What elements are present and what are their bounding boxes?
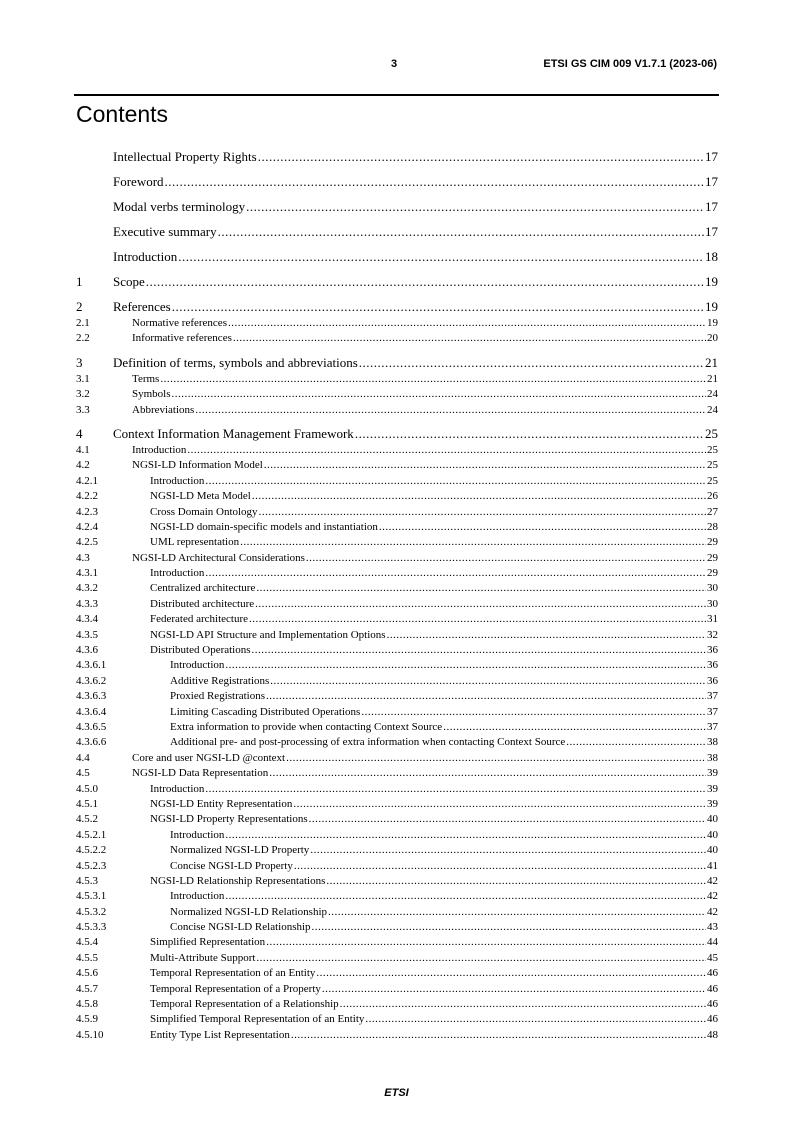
toc-entry[interactable] bbox=[76, 997, 718, 1012]
toc-leader-dots bbox=[264, 458, 706, 473]
toc-entry-page: 19 bbox=[705, 299, 718, 314]
toc-entry-number: 3.3 bbox=[76, 403, 90, 416]
toc-entry-page: 24 bbox=[707, 388, 718, 401]
toc-entry[interactable] bbox=[76, 222, 718, 247]
toc-entry[interactable] bbox=[76, 828, 718, 843]
toc-entry[interactable] bbox=[76, 566, 718, 581]
toc-leader-dots bbox=[326, 874, 706, 889]
toc-leader-dots bbox=[312, 920, 706, 935]
toc-entry-title: Extra information to provide when contacting Context Source bbox=[170, 720, 443, 733]
toc-leader-dots bbox=[218, 222, 704, 242]
toc-entry-number: 4.5.2 bbox=[76, 813, 98, 826]
toc-entry-title: NGSI-LD Property Representations bbox=[150, 813, 308, 826]
toc-leader-dots bbox=[225, 828, 706, 843]
toc-entry-title: Limiting Cascading Distributed Operations bbox=[170, 705, 361, 718]
toc-entry-page: 31 bbox=[707, 613, 718, 626]
toc-entry-number: 4.2.1 bbox=[76, 474, 98, 487]
toc-entry[interactable] bbox=[76, 387, 718, 402]
toc-leader-dots bbox=[195, 403, 706, 418]
toc-entry-page: 17 bbox=[705, 174, 718, 189]
toc-entry[interactable] bbox=[76, 443, 718, 458]
toc-entry-page: 44 bbox=[707, 936, 718, 949]
toc-leader-dots bbox=[266, 689, 706, 704]
toc-entry-number: 4.4 bbox=[76, 751, 90, 764]
toc-leader-dots bbox=[355, 424, 704, 444]
toc-entry-title: References bbox=[113, 299, 171, 314]
toc-leader-dots bbox=[309, 812, 706, 827]
header-page-number: 3 bbox=[391, 58, 398, 70]
toc-entry-title: Temporal Representation of a Relationship bbox=[150, 998, 339, 1011]
toc-entry-page: 19 bbox=[705, 274, 718, 289]
toc-entry[interactable] bbox=[76, 247, 718, 272]
toc-leader-dots bbox=[233, 331, 706, 346]
toc-leader-dots bbox=[322, 982, 706, 997]
toc-entry-page: 27 bbox=[707, 505, 718, 518]
toc-entry-number: 4.2.5 bbox=[76, 536, 98, 549]
toc-entry-title: Symbols bbox=[132, 388, 171, 401]
toc-leader-dots bbox=[270, 674, 706, 689]
toc-entry-title: NGSI-LD Data Representation bbox=[132, 767, 269, 780]
toc-entry[interactable] bbox=[76, 720, 718, 735]
toc-entry-title: Introduction bbox=[150, 567, 205, 580]
toc-entry[interactable] bbox=[76, 920, 718, 935]
toc-entry-number: 1 bbox=[76, 274, 83, 289]
toc-entry-number: 4.3.5 bbox=[76, 628, 98, 641]
toc-entry-title: Normative references bbox=[132, 317, 227, 329]
toc-leader-dots bbox=[187, 443, 706, 458]
toc-entry-page: 38 bbox=[707, 736, 718, 749]
toc-entry[interactable] bbox=[76, 172, 718, 197]
toc-leader-dots bbox=[225, 658, 706, 673]
toc-entry-number: 4.5.9 bbox=[76, 1013, 98, 1026]
toc-entry-page: 37 bbox=[707, 690, 718, 703]
toc-leader-dots bbox=[328, 905, 706, 920]
toc-entry[interactable] bbox=[76, 797, 718, 812]
toc-entry[interactable] bbox=[76, 689, 718, 704]
toc-leader-dots bbox=[146, 272, 704, 292]
toc-entry-page: 39 bbox=[707, 782, 718, 795]
toc-entry-title: Modal verbs terminology bbox=[113, 199, 246, 214]
toc-entry-title: Introduction bbox=[170, 890, 225, 903]
toc-entry[interactable] bbox=[76, 520, 718, 535]
toc-leader-dots bbox=[340, 997, 706, 1012]
toc-entry[interactable] bbox=[76, 859, 718, 874]
toc-entry[interactable] bbox=[76, 1012, 718, 1027]
toc-entry[interactable] bbox=[76, 612, 718, 627]
toc-leader-dots bbox=[293, 797, 706, 812]
toc-entry-title: Entity Type List Representation bbox=[150, 1028, 290, 1041]
toc-leader-dots bbox=[359, 353, 704, 373]
toc-leader-dots bbox=[172, 297, 704, 317]
toc-leader-dots bbox=[316, 966, 706, 981]
toc-entry[interactable] bbox=[76, 505, 718, 520]
toc-entry-page: 21 bbox=[707, 372, 718, 385]
toc-entry-title: Foreword bbox=[113, 174, 164, 189]
toc-entry-title: Simplified Representation bbox=[150, 936, 266, 949]
toc-entry-number: 4 bbox=[76, 425, 83, 441]
toc-entry-number: 4.3.6.6 bbox=[76, 736, 107, 749]
toc-entry-title: Centralized architecture bbox=[150, 582, 256, 595]
toc-entry[interactable] bbox=[76, 147, 718, 172]
toc-entry[interactable] bbox=[76, 966, 718, 981]
toc-entry-title: Distributed architecture bbox=[150, 597, 255, 610]
toc-entry-title: Multi-Attribute Support bbox=[150, 951, 256, 964]
toc-entry-title: Normalized NGSI-LD Property bbox=[170, 844, 310, 857]
toc-entry-page: 30 bbox=[707, 597, 718, 610]
toc-leader-dots bbox=[259, 505, 706, 520]
toc-entry-page: 25 bbox=[705, 425, 718, 441]
toc-leader-dots bbox=[256, 951, 706, 966]
toc-entry-page: 39 bbox=[707, 767, 718, 780]
toc-entry[interactable] bbox=[76, 782, 718, 797]
toc-entry-page: 42 bbox=[707, 890, 718, 903]
toc-entry-number: 4.5.7 bbox=[76, 982, 98, 995]
toc-entry-title: NGSI-LD domain-specific models and instantiation bbox=[150, 520, 378, 533]
toc-entry-number: 4.2.2 bbox=[76, 490, 98, 503]
toc-entry-page: 43 bbox=[707, 921, 718, 934]
toc-leader-dots bbox=[240, 535, 706, 550]
toc-entry-number: 4.3.1 bbox=[76, 567, 98, 580]
toc-entry-number: 4.3 bbox=[76, 551, 90, 564]
toc-entry-page: 45 bbox=[707, 951, 718, 964]
toc-entry-title: Executive summary bbox=[113, 224, 217, 239]
toc-entry-title: NGSI-LD Entity Representation bbox=[150, 797, 293, 810]
toc-entry-title: Core and user NGSI-LD @context bbox=[132, 751, 286, 764]
toc-entry-page: 29 bbox=[707, 567, 718, 580]
toc-entry[interactable] bbox=[76, 735, 718, 750]
toc-entry-title: Cross Domain Ontology bbox=[150, 505, 258, 518]
toc-entry-title: Abbreviations bbox=[132, 403, 195, 416]
toc-entry-title: Introduction bbox=[170, 828, 225, 841]
toc-leader-dots bbox=[165, 172, 704, 192]
toc-entry-number: 4.5.8 bbox=[76, 998, 98, 1011]
toc-leader-dots bbox=[443, 720, 706, 735]
toc-entry-title: Proxied Registrations bbox=[170, 690, 266, 703]
toc-entry-page: 40 bbox=[707, 844, 718, 857]
toc-entry-page: 37 bbox=[707, 720, 718, 733]
toc-entry[interactable] bbox=[76, 403, 718, 418]
toc-entry-page: 46 bbox=[707, 967, 718, 980]
toc-entry-title: UML representation bbox=[150, 536, 240, 549]
toc-entry-number: 4.5.5 bbox=[76, 951, 98, 964]
toc-entry-page: 36 bbox=[707, 644, 718, 657]
toc-entry[interactable] bbox=[76, 474, 718, 489]
toc-entry-number: 4.5.3.2 bbox=[76, 905, 107, 918]
toc-entry-page: 42 bbox=[707, 874, 718, 887]
toc-leader-dots bbox=[379, 520, 706, 535]
toc-leader-dots bbox=[160, 372, 706, 387]
toc-entry-title: NGSI-LD Information Model bbox=[132, 459, 263, 472]
toc-entry-number: 4.5.1 bbox=[76, 797, 98, 810]
toc-entry-page: 38 bbox=[707, 751, 718, 764]
toc-entry-title: Temporal Representation of a Property bbox=[150, 982, 321, 995]
toc-leader-dots bbox=[249, 612, 706, 627]
toc-entry[interactable] bbox=[76, 905, 718, 920]
toc-entry-number: 4.3.3 bbox=[76, 597, 98, 610]
toc-leader-dots bbox=[286, 751, 706, 766]
toc-entry-page: 20 bbox=[707, 332, 718, 345]
toc-entry-title: Federated architecture bbox=[150, 613, 249, 626]
toc-entry-title: NGSI-LD Relationship Representations bbox=[150, 874, 326, 887]
toc-leader-dots bbox=[256, 581, 706, 596]
toc-entry-number: 4.3.6.4 bbox=[76, 705, 107, 718]
toc-entry-page: 29 bbox=[707, 536, 718, 549]
toc-entry[interactable] bbox=[76, 766, 718, 781]
toc-entry-page: 21 bbox=[705, 354, 718, 370]
toc-entry-title: NGSI-LD Architectural Considerations bbox=[132, 551, 305, 564]
toc-leader-dots bbox=[172, 387, 706, 402]
toc-entry-number: 4.5.0 bbox=[76, 782, 98, 795]
toc-entry-number: 2 bbox=[76, 299, 83, 314]
toc-entry-number: 4.3.6.2 bbox=[76, 674, 107, 687]
toc-leader-dots bbox=[228, 316, 706, 331]
toc-entry[interactable] bbox=[76, 551, 718, 566]
toc-entry[interactable] bbox=[76, 951, 718, 966]
toc-entry[interactable] bbox=[76, 272, 718, 297]
toc-entry-number: 4.2.4 bbox=[76, 520, 98, 533]
header-rule bbox=[74, 94, 719, 96]
toc-entry-page: 39 bbox=[707, 797, 718, 810]
toc-entry[interactable] bbox=[76, 751, 718, 766]
toc-leader-dots bbox=[252, 643, 706, 658]
toc-entry-number: 4.2.3 bbox=[76, 505, 98, 518]
toc-entry-page: 18 bbox=[705, 249, 718, 264]
header-document-reference: ETSI GS CIM 009 V1.7.1 (2023-06) bbox=[543, 58, 717, 70]
toc-entry-number: 4.5.2.3 bbox=[76, 859, 107, 872]
toc-entry[interactable] bbox=[76, 372, 718, 387]
toc-entry-title: Temporal Representation of an Entity bbox=[150, 967, 316, 980]
footer-etsi: ETSI bbox=[384, 1087, 409, 1099]
toc-leader-dots bbox=[294, 859, 706, 874]
toc-entry-title: Context Information Management Framework bbox=[113, 425, 354, 441]
toc-entry-title: Definition of terms, symbols and abbreviations bbox=[113, 354, 358, 370]
toc-entry[interactable] bbox=[76, 489, 718, 504]
toc-entry-number: 4.2 bbox=[76, 459, 90, 472]
toc-entry-title: Informative references bbox=[132, 332, 232, 345]
toc-leader-dots bbox=[310, 843, 706, 858]
toc-entry-number: 4.5.10 bbox=[76, 1028, 104, 1041]
toc-entry[interactable] bbox=[76, 812, 718, 827]
toc-entry-title: Introduction bbox=[150, 474, 205, 487]
toc-entry-page: 25 bbox=[707, 443, 718, 456]
toc-entry[interactable] bbox=[76, 331, 718, 346]
toc-entry-title: Terms bbox=[132, 372, 160, 385]
toc-entry[interactable] bbox=[76, 197, 718, 222]
toc-entry-title: NGSI-LD API Structure and Implementation Options bbox=[150, 628, 386, 641]
toc-entry-page: 36 bbox=[707, 659, 718, 672]
toc-leader-dots bbox=[178, 247, 704, 267]
toc-entry-page: 29 bbox=[707, 551, 718, 564]
toc-entry-number: 4.3.6.3 bbox=[76, 690, 107, 703]
toc-entry-page: 40 bbox=[707, 813, 718, 826]
toc-leader-dots bbox=[252, 489, 706, 504]
toc-entry[interactable] bbox=[76, 935, 718, 950]
toc-entry[interactable] bbox=[76, 982, 718, 997]
toc-entry[interactable] bbox=[76, 643, 718, 658]
toc-entry-page: 46 bbox=[707, 982, 718, 995]
toc-entry-title: Additional pre- and post-processing of extra information when contacting Context Source bbox=[170, 736, 566, 749]
toc-entry[interactable] bbox=[76, 874, 718, 889]
toc-entry[interactable] bbox=[76, 705, 718, 720]
toc-entry-number: 4.5.3.1 bbox=[76, 890, 107, 903]
toc-entry[interactable] bbox=[76, 674, 718, 689]
toc-entry[interactable] bbox=[76, 535, 718, 550]
toc-entry-number: 4.3.6.5 bbox=[76, 720, 107, 733]
toc-entry-title: Additive Registrations bbox=[170, 674, 270, 687]
toc-entry-page: 48 bbox=[707, 1028, 718, 1041]
toc-entry-title: Simplified Temporal Representation of an Entity bbox=[150, 1013, 365, 1026]
toc-leader-dots bbox=[246, 197, 704, 217]
toc-entry-page: 24 bbox=[707, 403, 718, 416]
toc-entry-number: 3 bbox=[76, 354, 83, 370]
toc-entry[interactable] bbox=[76, 628, 718, 643]
toc-entry-number: 4.3.6.1 bbox=[76, 659, 107, 672]
toc-entry-title: Intellectual Property Rights bbox=[113, 149, 257, 164]
toc-leader-dots bbox=[291, 1028, 706, 1043]
toc-entry-page: 40 bbox=[707, 828, 718, 841]
toc-entry-page: 26 bbox=[707, 490, 718, 503]
toc-leader-dots bbox=[205, 474, 706, 489]
toc-entry-number: 4.5.2.1 bbox=[76, 828, 107, 841]
toc-entry-page: 37 bbox=[707, 705, 718, 718]
toc-entry[interactable] bbox=[76, 458, 718, 473]
toc-entry-number: 2.1 bbox=[76, 317, 90, 329]
toc-entry-title: Concise NGSI-LD Property bbox=[170, 859, 293, 872]
toc-entry-title: Normalized NGSI-LD Relationship bbox=[170, 905, 328, 918]
toc-entry-number: 2.2 bbox=[76, 332, 90, 345]
toc-entry-page: 17 bbox=[705, 199, 718, 214]
toc-entry-page: 17 bbox=[705, 224, 718, 239]
toc-entry-number: 4.5.2.2 bbox=[76, 844, 107, 857]
toc-entry-number: 3.1 bbox=[76, 372, 90, 385]
toc-entry[interactable] bbox=[76, 843, 718, 858]
toc-entry-number: 4.5.3.3 bbox=[76, 921, 107, 934]
toc-entry-title: Concise NGSI-LD Relationship bbox=[170, 921, 311, 934]
toc-entry-title: Introduction bbox=[170, 659, 225, 672]
toc-leader-dots bbox=[566, 735, 706, 750]
toc-entry-page: 30 bbox=[707, 582, 718, 595]
toc-entry-title: Introduction bbox=[150, 782, 205, 795]
toc-entry-number: 4.5.3 bbox=[76, 874, 98, 887]
toc-entry-number: 4.5.4 bbox=[76, 936, 98, 949]
toc-entry-number: 4.3.2 bbox=[76, 582, 98, 595]
toc-entry-page: 42 bbox=[707, 905, 718, 918]
toc-entry-page: 28 bbox=[707, 520, 718, 533]
toc-entry-title: Introduction bbox=[113, 249, 178, 264]
toc-entry-number: 4.5.6 bbox=[76, 967, 98, 980]
toc-leader-dots bbox=[266, 935, 706, 950]
toc-leader-dots bbox=[365, 1012, 706, 1027]
toc-entry-number: 3.2 bbox=[76, 388, 90, 401]
toc-entry-number: 4.3.6 bbox=[76, 644, 98, 657]
toc-entry[interactable] bbox=[76, 658, 718, 673]
toc-leader-dots bbox=[225, 889, 706, 904]
toc-leader-dots bbox=[361, 705, 706, 720]
toc-entry[interactable] bbox=[76, 889, 718, 904]
toc-entry-page: 41 bbox=[707, 859, 718, 872]
toc-leader-dots bbox=[387, 628, 706, 643]
toc-leader-dots bbox=[205, 566, 706, 581]
toc-entry-number: 4.3.4 bbox=[76, 613, 98, 626]
toc-leader-dots bbox=[269, 766, 706, 781]
toc-entry-page: 32 bbox=[707, 628, 718, 641]
toc-entry-page: 36 bbox=[707, 674, 718, 687]
toc-entry-title: Introduction bbox=[132, 443, 187, 456]
page-title: Contents bbox=[76, 101, 169, 127]
toc-entry-title: NGSI-LD Meta Model bbox=[150, 490, 251, 503]
toc-entry-number: 4.1 bbox=[76, 443, 90, 456]
toc-leader-dots bbox=[306, 551, 706, 566]
toc-entry-page: 19 bbox=[707, 317, 718, 329]
toc-entry-page: 46 bbox=[707, 1013, 718, 1026]
toc-entry[interactable] bbox=[76, 597, 718, 612]
toc-entry[interactable] bbox=[76, 1028, 718, 1043]
toc-entry-title: Scope bbox=[113, 274, 145, 289]
toc-entry-title: Distributed Operations bbox=[150, 644, 251, 657]
toc-leader-dots bbox=[255, 597, 706, 612]
toc-entry[interactable] bbox=[76, 316, 718, 331]
toc-entry-page: 25 bbox=[707, 459, 718, 472]
toc-leader-dots bbox=[205, 782, 706, 797]
table-of-contents bbox=[76, 147, 718, 1043]
toc-entry[interactable] bbox=[76, 581, 718, 596]
toc-entry-number: 4.5 bbox=[76, 767, 90, 780]
toc-entry-page: 46 bbox=[707, 998, 718, 1011]
toc-entry-page: 25 bbox=[707, 474, 718, 487]
toc-leader-dots bbox=[258, 147, 704, 167]
toc-entry-page: 17 bbox=[705, 149, 718, 164]
